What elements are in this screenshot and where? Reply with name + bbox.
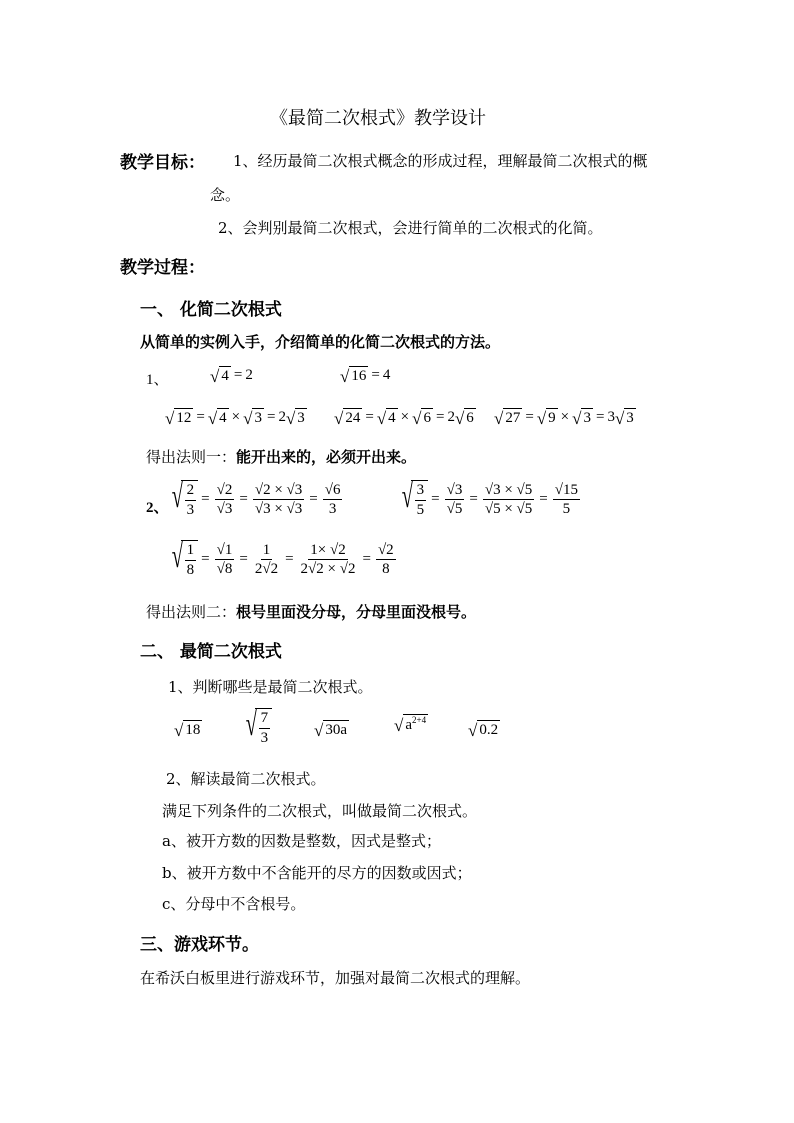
math-sqrt-1-over-8: √ $\frac{1}{8}$ = $\frac{√1}{√8}$ = $\frac{1}{2√2}$ = $\frac{1\times √2}{2√2 \times √2}$ = $\frac{√2}{8}$ bbox=[171, 538, 394, 578]
objective-2: 2、会判别最简二次根式，会进行简单的二次根式的化简。 bbox=[218, 219, 603, 237]
rule-1 bbox=[146, 446, 416, 467]
example-1-number: 1、 bbox=[146, 372, 169, 388]
question-1: 1、判断哪些是最简二次根式。 bbox=[168, 678, 373, 696]
example-2-number: 2、 bbox=[146, 500, 169, 516]
option-sqrt0-2: √ 0.2 bbox=[468, 721, 499, 740]
condition-a: a、被开方数的因数是整数，因式是整式； bbox=[162, 832, 441, 850]
math-sqrt12: √ 12 = √ 4 × √ 3 = 2 √ 3 bbox=[165, 408, 305, 428]
option-sqrt18-arg: 18 bbox=[185, 722, 201, 738]
objective-1-line2: 念。 bbox=[210, 186, 241, 204]
option-sqrt30a: √ 30a bbox=[314, 721, 348, 740]
option-sqrt0-2-arg: 0.2 bbox=[479, 722, 499, 738]
section-2-heading: 二、 最简二次根式 bbox=[140, 642, 282, 662]
section-1-intro: 从简单的实例入手，介绍简单的化简二次根式的方法。 bbox=[140, 333, 501, 351]
rule-2-text: 根号里面没分母，分母里面没根号。 bbox=[236, 603, 477, 621]
math-sqrt24: √ 24 = √ 4 × √ 6 = 2 √ 6 bbox=[334, 408, 474, 428]
option-sqrt30a-arg: 30a bbox=[325, 722, 348, 738]
section-3-heading: 三、游戏环节。 bbox=[140, 935, 259, 955]
math-sqrt-2-over-3: √ $\frac{2}{3}$ = $\frac{√2}{√3}$ = $\frac{√2 \times √3}{√3 \times √3}$ = $\frac{√6}{3}$ bbox=[171, 478, 341, 518]
option-sqrt-a2-plus-4: √ $a^{2+4}$ bbox=[394, 715, 427, 735]
section-1-heading: 一、 化简二次根式 bbox=[140, 300, 282, 320]
condition-b: b、被开方数中不含能开的尽方的因数或因式； bbox=[162, 864, 472, 882]
rule-2-prefix: 得出法则二： bbox=[146, 603, 237, 621]
rule-2 bbox=[146, 601, 476, 622]
definition-text: 满足下列条件的二次根式，叫做最简二次根式。 bbox=[162, 802, 478, 820]
rule-1-text: 能开出来的，必须开出来。 bbox=[236, 448, 417, 466]
math-sqrt16: √ 16 = 4 bbox=[340, 366, 391, 386]
question-2: 2、解读最简二次根式。 bbox=[166, 770, 326, 788]
math-sqrt4: √ 4 = 2 bbox=[210, 366, 253, 386]
page-title: 《最简二次根式》教学设计 bbox=[270, 108, 486, 129]
option-sqrt18: √ 18 bbox=[174, 721, 201, 740]
condition-c: c、分母中不含根号。 bbox=[162, 895, 306, 913]
option-sqrt-7-over-3: √ $\frac{7}{3}$ bbox=[242, 708, 272, 748]
objective-1-line1: 1、经历最简二次根式概念的形成过程，理解最简二次根式的概 bbox=[233, 152, 648, 170]
math-sqrt27: √ 27 = √ 9 × √ 3 = 3 √ 3 bbox=[494, 408, 634, 428]
math-sqrt-3-over-5: √ $\frac{3}{5}$ = $\frac{√3}{√5}$ = $\frac{√3 \times √5}{√5 \times √5}$ = $\frac{√15}{5}$ bbox=[401, 478, 578, 518]
objectives-label: 教学目标： bbox=[120, 153, 205, 173]
process-label: 教学过程： bbox=[120, 258, 205, 278]
section-3-text: 在希沃白板里进行游戏环节，加强对最简二次根式的理解。 bbox=[140, 969, 531, 987]
rule-1-prefix: 得出法则一： bbox=[146, 448, 237, 466]
